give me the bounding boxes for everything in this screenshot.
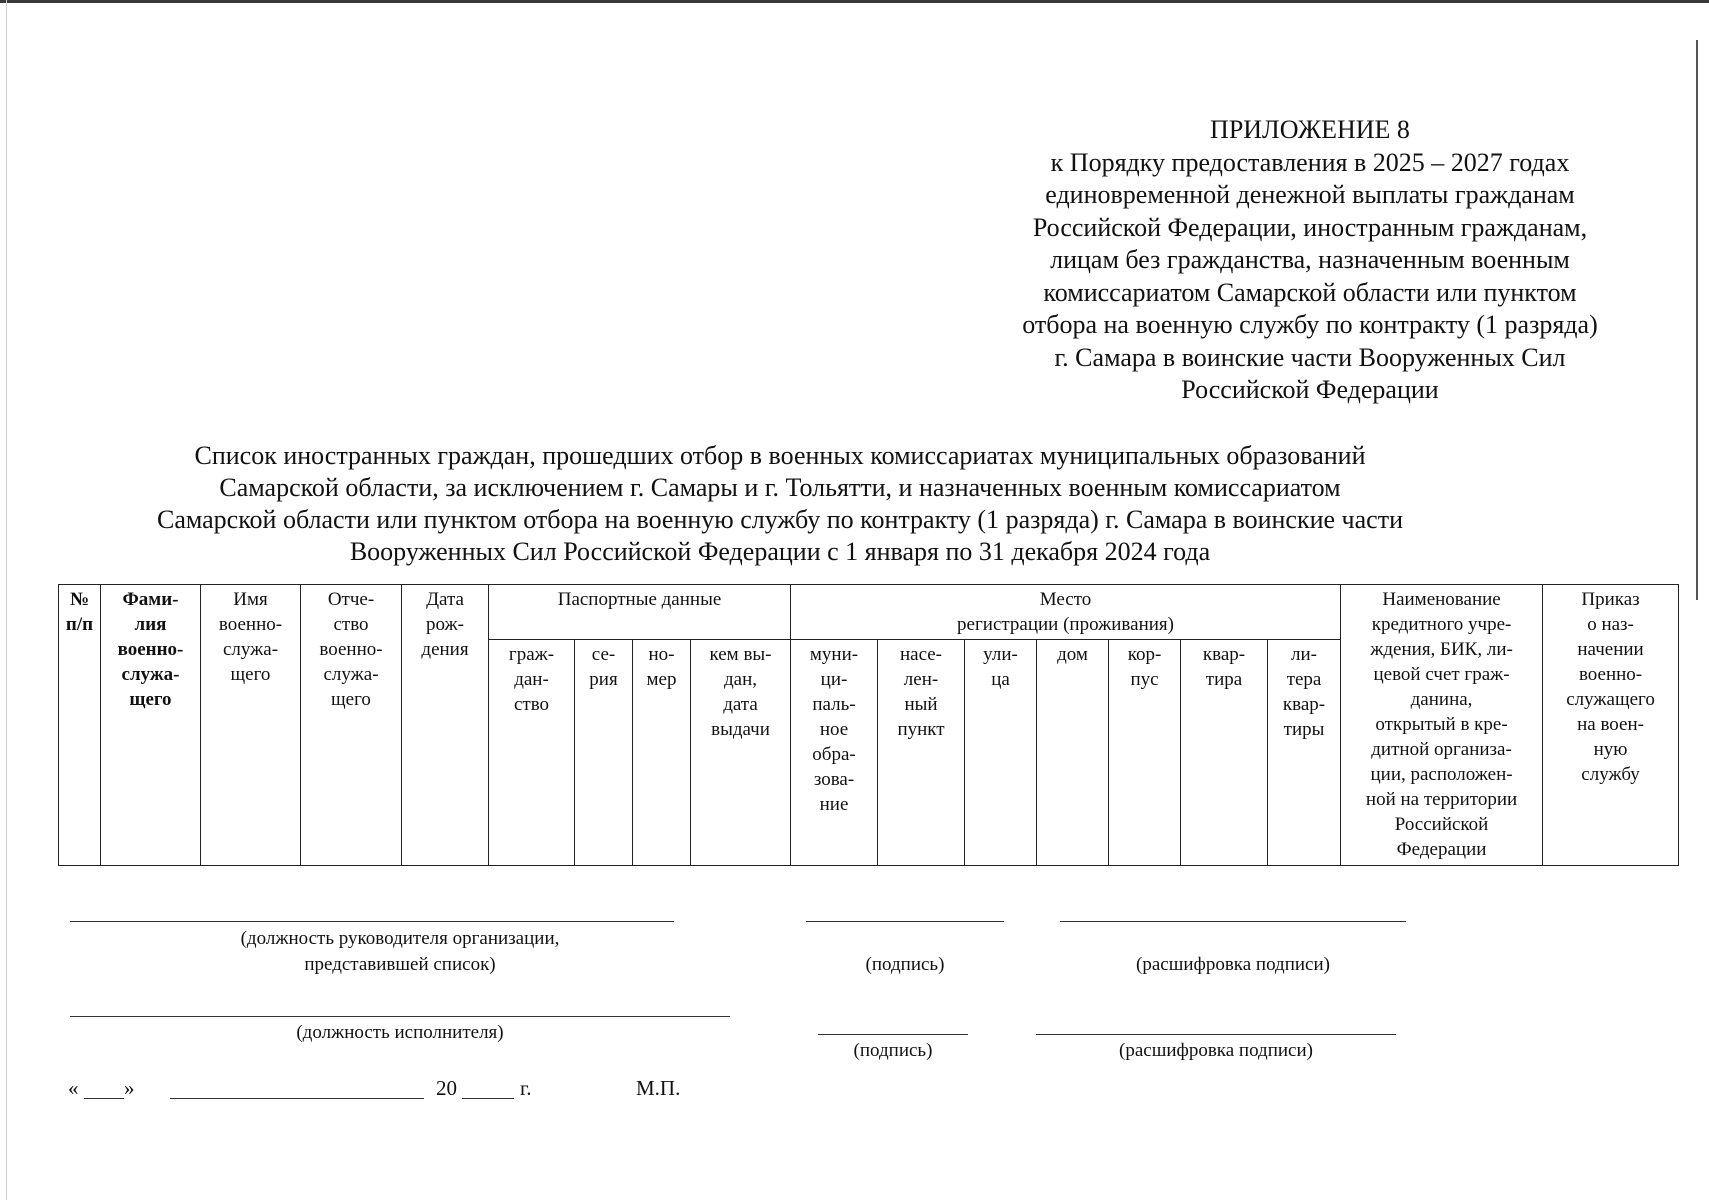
document-title [150,440,1410,568]
col-number-header: № п/п [59,585,101,866]
col-name-header: Имя военно- служа- щего [201,585,301,866]
signature-caption-1: (подпись) [865,954,945,975]
col-passport-number-header: но- мер [633,640,691,866]
date-open-quote: « [68,1076,79,1100]
title-line: Самарской области или пунктом отбора на военную службу по контракту (1 разряда) г. Самара в воинские части [156,505,1403,534]
col-patronymic-header: Отче- ство военно- служа- щего [301,585,402,866]
col-apartment-header: квар- тира [1181,640,1268,866]
appendix-line: лицам без гражданства, назначенным военным [1050,245,1570,274]
col-apartment-letter-header: ли- тера квар- тиры [1268,640,1341,866]
appendix-line: к Порядку предоставления в 2025 – 2027 годах [1050,147,1570,177]
col-series-header: се- рия [575,640,633,866]
col-settlement-header: насе- лен- ный пункт [878,640,965,866]
col-street-header: ули- ца [965,640,1037,866]
signature-line-1 [806,921,1004,922]
date-year-prefix: 20 [436,1076,457,1100]
date-month-line [170,1098,424,1099]
decoding-caption-2: (расшифровка подписи) [1119,1040,1313,1061]
appendix-line: Российской Федерации [1181,375,1439,404]
col-bank-header: Наименование кредитного учре- ждения, БИК, ли- цевой счет граж- данина, открытый в кре- дитной организа- ции, расположен- ной на территории Российской Федерации [1341,585,1543,866]
title-line: Список иностранных граждан, прошедших отбор в военных комиссариатах муниципальных образований [194,441,1366,470]
scan-left-edge [6,0,7,1200]
scan-top-border [0,0,1709,3]
col-citizenship-header: граж- дан- ство [489,640,575,866]
date-close-quote: » [124,1076,135,1100]
appendix-line: г. Самара в воинские части Вооруженных Сил [1054,342,1566,372]
signature-caption-2: (подпись) [853,1040,933,1061]
title-line: Вооруженных Сил Российской Федерации с 1 января по 31 декабря 2024 года [349,537,1211,566]
head-position-line [70,921,674,922]
appendix-line: единовременной денежной выплаты гражданам [1045,180,1575,209]
appendix-line: Российской Федерации, иностранным гражданам, [1032,212,1588,242]
title-line: Самарской области, за исключением г. Самары и г. Тольятти, и назначенных военным комиссариатом [219,473,1341,502]
decoding-line-1 [1060,921,1406,922]
date-year-line [462,1098,514,1099]
scan-right-edge [1696,40,1698,600]
executor-position-caption: (должность исполнителя) [296,1022,504,1043]
group-passport-header: Паспортные данные [489,585,791,640]
decoding-line-2 [1036,1034,1396,1035]
foreign-citizens-table [58,584,1679,866]
signature-line-2 [818,1034,968,1035]
appendix-line: комиссариатом Самарской области или пунктом [1043,277,1577,307]
date-year-suffix: г. [520,1076,532,1100]
col-issued-header: кем вы- дан, дата выдачи [691,640,791,866]
decoding-caption-1: (расшифровка подписи) [1136,954,1330,975]
col-building-header: кор- пус [1109,640,1181,866]
appendix-header [940,114,1680,407]
group-registration-header: Место регистрации (проживания) [791,585,1341,640]
appendix-line: отбора на военную службу по контракту (1 разряда) [1022,310,1598,339]
col-order-header: Приказ о наз- начении военно- служащего на воен- ную службу [1543,585,1679,866]
date-day-line [84,1098,124,1099]
stamp-place-label: М.П. [636,1076,681,1100]
head-position-caption: (должность руководителя организации, представившей список) [240,928,560,975]
col-birthdate-header: Дата рож- дения [402,585,489,866]
executor-position-line [70,1016,730,1017]
col-house-header: дом [1037,640,1109,866]
col-municipality-header: муни- ци- паль- ное обра- зова- ние [791,640,878,866]
col-surname-header: Фами- лия военно- служа- щего [101,585,201,866]
appendix-line: ПРИЛОЖЕНИЕ 8 [1210,115,1410,144]
